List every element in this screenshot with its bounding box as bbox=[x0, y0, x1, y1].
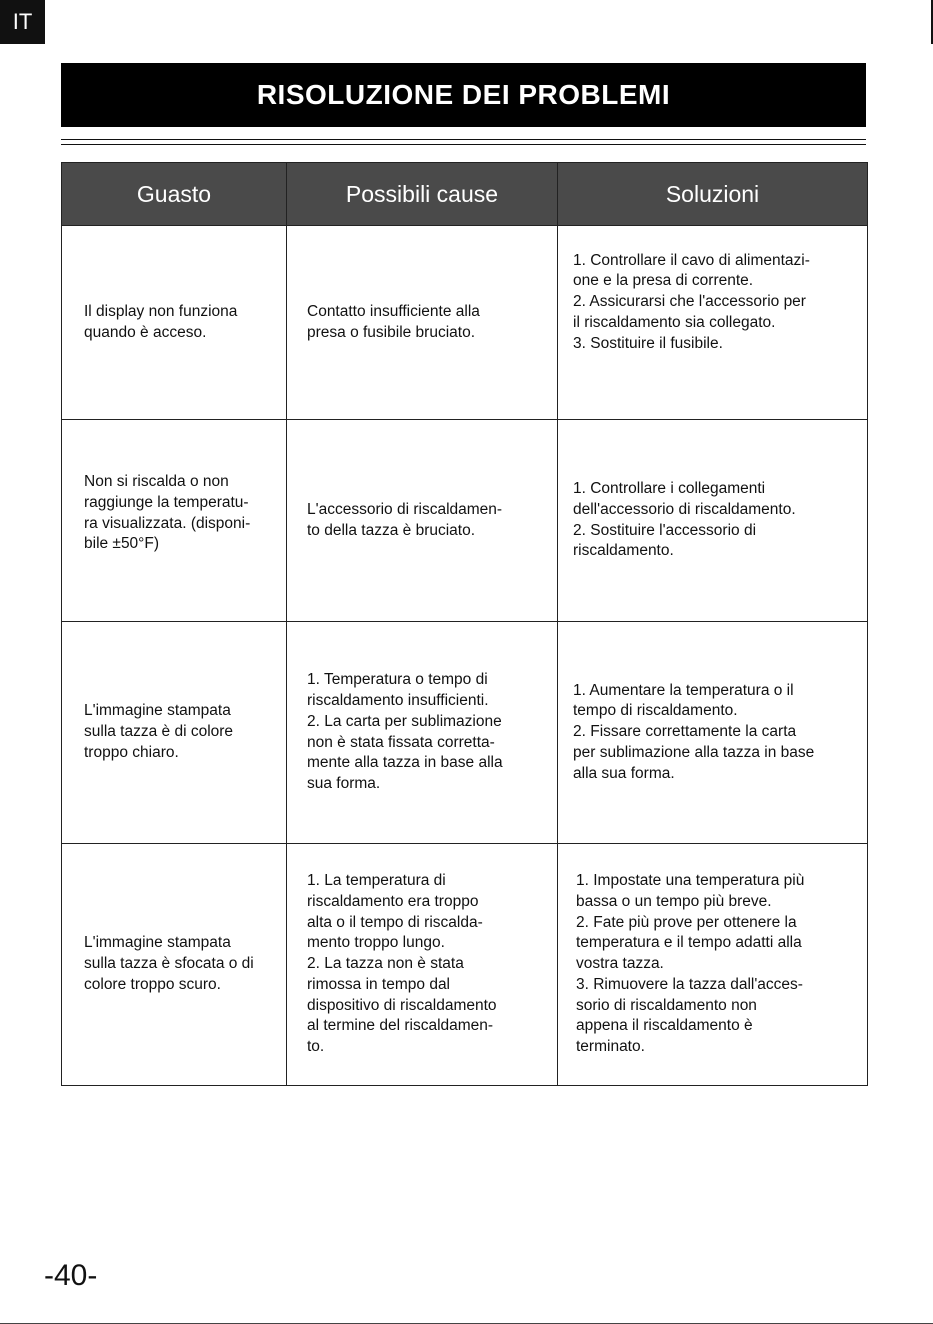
troubleshooting-table bbox=[61, 162, 868, 1086]
table-row bbox=[62, 420, 868, 622]
page-number: -40- bbox=[44, 1259, 98, 1292]
fault-cell: Il display non funziona quando è acceso. bbox=[62, 226, 287, 420]
header-causes: Possibili cause bbox=[287, 163, 558, 226]
language-tag: IT bbox=[0, 0, 45, 44]
header-solutions: Soluzioni bbox=[558, 163, 868, 226]
title-divider-top bbox=[61, 139, 866, 140]
table-row bbox=[62, 622, 868, 844]
cause-cell: Contatto insufficiente alla presa o fusibile bruciato. bbox=[287, 226, 558, 420]
table-row bbox=[62, 226, 868, 420]
solution-cell: 1. Controllare i collegamenti dell'accessorio di riscaldamento. 2. Sostituire l'accessorio di riscaldamento. bbox=[558, 420, 868, 622]
solution-cell: 1. Impostate una temperatura più bassa o un tempo più breve. 2. Fate più prove per ottenere la temperatura e il tempo adatti alla vostra tazza. 3. Rimuovere la tazza dall'acces- sorio di riscaldamento non appena il riscaldamento è terminato. bbox=[558, 844, 868, 1086]
table-header-row bbox=[62, 163, 868, 226]
cause-cell: L'accessorio di riscaldamen- to della tazza è bruciato. bbox=[287, 420, 558, 622]
table-row bbox=[62, 844, 868, 1086]
cause-cell: 1. La temperatura di riscaldamento era troppo alta o il tempo di riscalda- mento troppo lungo. 2. La tazza non è stata rimossa in tempo dal dispositivo di riscaldamento al termine del riscaldamen- to. bbox=[287, 844, 558, 1086]
title-divider-bottom bbox=[61, 144, 866, 145]
solution-cell: 1. Aumentare la temperatura o il tempo di riscaldamento. 2. Fissare correttamente la carta per sublimazione alla tazza in base alla sua forma. bbox=[558, 622, 868, 844]
page-title: RISOLUZIONE DEI PROBLEMI bbox=[61, 63, 866, 127]
fault-cell: L'immagine stampata sulla tazza è di colore troppo chiaro. bbox=[62, 622, 287, 844]
solution-cell: 1. Controllare il cavo di alimentazi- one e la presa di corrente. 2. Assicurarsi che l'accessorio per il riscaldamento sia collegato. 3. Sostituire il fusibile. bbox=[558, 226, 868, 420]
cause-cell: 1. Temperatura o tempo di riscaldamento insufficienti. 2. La carta per sublimazione non è stata fissata corretta- mente alla tazza in base alla sua forma. bbox=[287, 622, 558, 844]
fault-cell: L'immagine stampata sulla tazza è sfocata o di colore troppo scuro. bbox=[62, 844, 287, 1086]
fault-cell: Non si riscalda o non raggiunge la temperatu- ra visualizzata. (disponi- bile ±50°F) bbox=[62, 420, 287, 622]
header-fault: Guasto bbox=[62, 163, 287, 226]
